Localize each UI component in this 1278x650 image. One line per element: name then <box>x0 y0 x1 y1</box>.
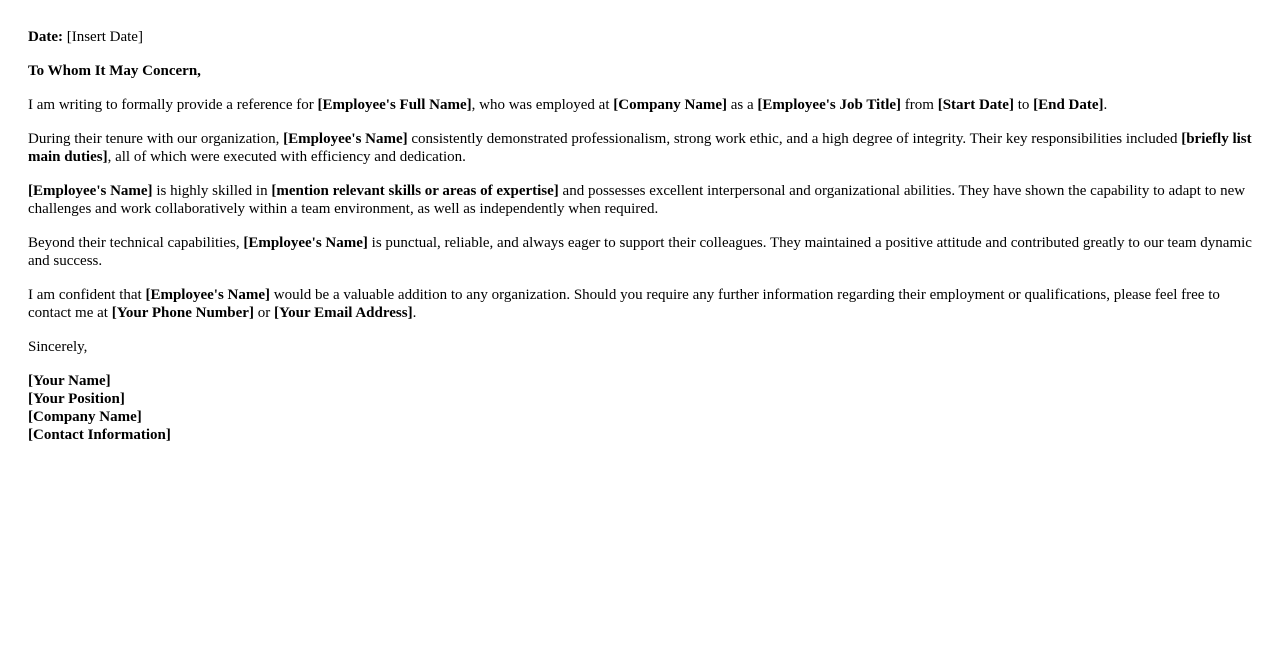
reference-letter <box>28 28 1253 460</box>
text-fragment: to <box>1013 97 1034 113</box>
text-fragment: or <box>253 305 274 321</box>
text-fragment: from <box>901 97 938 113</box>
signature-company: [Company Name] <box>28 409 142 425</box>
text-fragment: I am confident that <box>28 287 146 303</box>
date-label: Date: <box>28 29 63 45</box>
text-fragment: is highly skilled in <box>152 183 272 199</box>
paragraph-skills <box>28 182 1253 218</box>
placeholder-start-date: [Start Date] <box>937 97 1014 113</box>
text-fragment: During their tenure with our organization, <box>28 131 284 147</box>
signature-name: [Your Name] <box>28 373 111 389</box>
text-fragment: and possesses excellent interpersonal and organizational abilities. They have shown the capability to adapt to new challenges and work collaboratively within a team environment, as well as independently when required. <box>28 183 1246 217</box>
text-fragment: consistently demonstrated professionalism, strong work ethic, and a high degree of integrity. Their key responsibilities included <box>407 131 1182 147</box>
date-line <box>28 28 1253 46</box>
paragraph-responsibilities <box>28 130 1253 166</box>
text-fragment: I am writing to formally provide a reference for <box>28 97 318 113</box>
closing: Sincerely, <box>28 339 88 355</box>
placeholder-employee-full-name: [Employee's Full Name] <box>317 97 472 113</box>
text-fragment: . <box>1103 97 1108 113</box>
placeholder-main-duties: [briefly list main duties] <box>28 131 1252 165</box>
placeholder-phone-number: [Your Phone Number] <box>111 305 254 321</box>
signature-position: [Your Position] <box>28 391 125 407</box>
placeholder-skills: [mention relevant skills or areas of expertise] <box>271 183 559 199</box>
paragraph-introduction <box>28 96 1253 114</box>
date-value: [Insert Date] <box>66 29 143 45</box>
text-fragment: , who was employed at <box>471 97 614 113</box>
placeholder-company-name: [Company Name] <box>613 97 728 113</box>
placeholder-employee-name: [Employee's Name] <box>283 131 408 147</box>
placeholder-employee-name: [Employee's Name] <box>145 287 271 303</box>
text-fragment: Beyond their technical capabilities, <box>28 235 244 251</box>
placeholder-email-address: [Your Email Address] <box>273 305 413 321</box>
placeholder-job-title: [Employee's Job Title] <box>757 97 902 113</box>
paragraph-character <box>28 234 1253 270</box>
text-fragment: would be a valuable addition to any organization. Should you require any further information regarding their employment or qualifications, please feel free to contact me at <box>28 287 1220 321</box>
salutation-text: To Whom It May Concern, <box>28 63 201 79</box>
signature-contact: [Contact Information] <box>28 427 171 443</box>
placeholder-employee-name: [Employee's Name] <box>28 183 153 199</box>
signature-block <box>28 372 1253 444</box>
paragraph-recommendation <box>28 286 1253 322</box>
text-fragment: , all of which were executed with efficiency and dedication. <box>107 149 466 165</box>
placeholder-end-date: [End Date] <box>1033 97 1104 113</box>
text-fragment: . <box>412 305 417 321</box>
salutation <box>28 62 1253 80</box>
placeholder-employee-name: [Employee's Name] <box>243 235 368 251</box>
text-fragment: as a <box>727 97 758 113</box>
text-fragment: is punctual, reliable, and always eager to support their colleagues. They maintained a positive attitude and contributed greatly to our team dynamic and success. <box>28 235 1252 269</box>
